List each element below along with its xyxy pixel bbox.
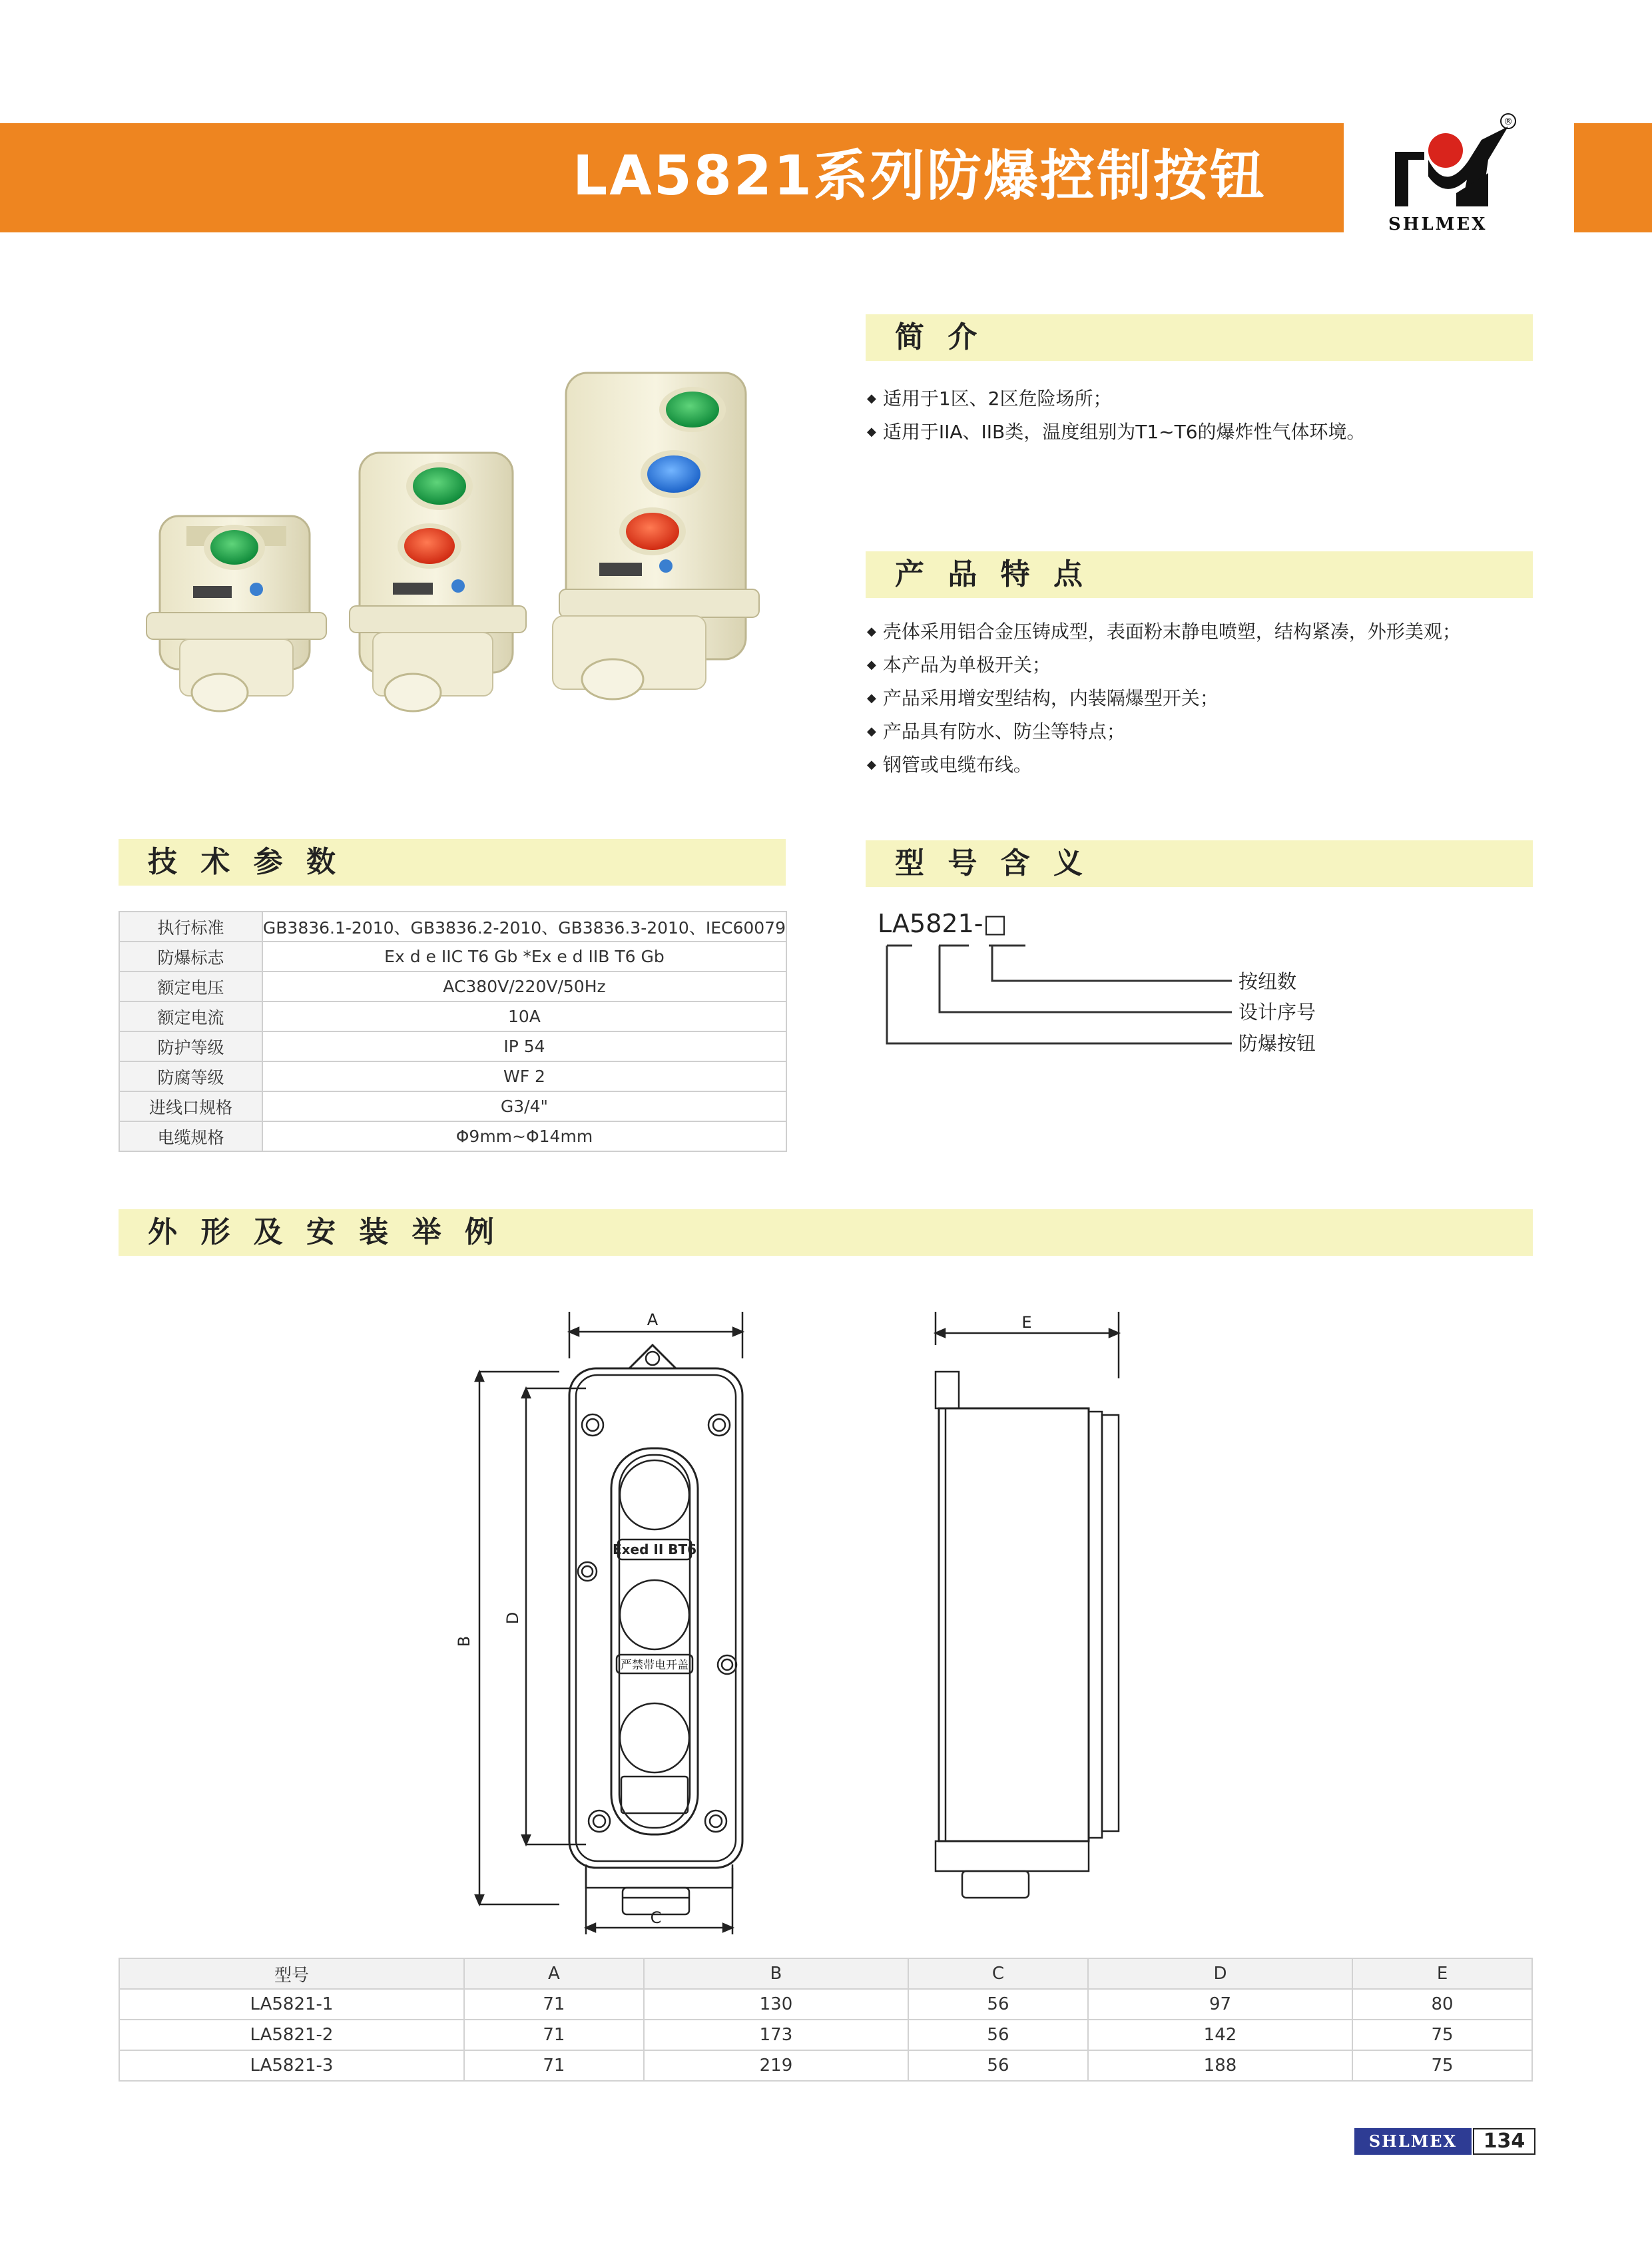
spec-value: Ex d e IIC T6 Gb *Ex e d IIB T6 Gb bbox=[262, 942, 786, 972]
spec-label: 额定电流 bbox=[119, 1001, 262, 1031]
table-cell: 142 bbox=[1088, 2020, 1352, 2050]
model-label-design-number: 设计序号 bbox=[1239, 1001, 1316, 1023]
spec-value: AC380V/220V/50Hz bbox=[262, 972, 786, 1001]
table-cell: 75 bbox=[1352, 2020, 1532, 2050]
features-heading: 产 品 特 点 bbox=[895, 557, 1089, 591]
table-row bbox=[119, 2020, 1532, 2050]
table-header-cell: C bbox=[908, 1958, 1088, 1989]
table-row bbox=[119, 972, 786, 1001]
table-row bbox=[119, 1989, 1532, 2020]
table-row bbox=[119, 942, 786, 972]
list-item: ◆ 壳体采用铝合金压铸成型，表面粉末静电喷塑，结构紧凑，外形美观； bbox=[867, 617, 1461, 650]
table-cell: 56 bbox=[908, 2050, 1088, 2081]
table-header-row bbox=[119, 1958, 1532, 1989]
spec-label: 电缆规格 bbox=[119, 1121, 262, 1151]
warning-text: 严禁带电开盖 bbox=[621, 1659, 688, 1672]
spec-label: 额定电压 bbox=[119, 972, 262, 1001]
table-row bbox=[119, 1031, 786, 1061]
spec-label: 进线口规格 bbox=[119, 1091, 262, 1121]
table-row bbox=[119, 1121, 786, 1151]
product-box-2 bbox=[350, 453, 526, 711]
list-item: ◆ 适用于1区、2区危险场所； bbox=[867, 384, 1366, 417]
table-header-cell: 型号 bbox=[119, 1958, 464, 1989]
table-cell: 173 bbox=[644, 2020, 908, 2050]
spec-value: IP 54 bbox=[262, 1031, 786, 1061]
page-title: LA5821系列防爆控制按钮 bbox=[573, 144, 1266, 208]
list-item: ◆ 适用于IIA、IIB类，温度组别为T1~T6的爆炸性气体环境。 bbox=[867, 417, 1366, 450]
spec-value: 10A bbox=[262, 1001, 786, 1031]
table-row bbox=[119, 1061, 786, 1091]
model-label-explosion-proof-button: 防爆按钮 bbox=[1239, 1032, 1316, 1055]
dim-label-a: A bbox=[647, 1310, 659, 1329]
intro-list bbox=[867, 384, 1366, 450]
product-box-1 bbox=[146, 516, 326, 711]
header-bar-right bbox=[1574, 123, 1652, 232]
intro-heading: 简 介 bbox=[895, 320, 984, 354]
spec-value: GB3836.1-2010、GB3836.2-2010、GB3836.3-2010、IEC60079 bbox=[262, 912, 786, 942]
product-box-3 bbox=[553, 373, 759, 699]
table-cell: 97 bbox=[1088, 1989, 1352, 2020]
dim-label-d: D bbox=[503, 1611, 522, 1625]
table-header-cell: A bbox=[464, 1958, 644, 1989]
dimensions-table bbox=[119, 1958, 1533, 2082]
table-cell: 71 bbox=[464, 1989, 644, 2020]
model-section-header bbox=[866, 840, 1533, 887]
brand-logo-text: SHLMEX bbox=[1388, 214, 1488, 234]
list-item: ◆ 产品具有防水、防尘等特点； bbox=[867, 716, 1461, 750]
drawing-heading: 外 形 及 安 装 举 例 bbox=[148, 1215, 501, 1249]
list-item: ◆ 本产品为单极开关； bbox=[867, 650, 1461, 683]
product-photo bbox=[133, 360, 786, 732]
list-item: ◆ 产品采用增安型结构，内装隔爆型开关； bbox=[867, 683, 1461, 716]
table-cell: 75 bbox=[1352, 2050, 1532, 2081]
intro-section-header bbox=[866, 314, 1533, 361]
spec-value: G3/4" bbox=[262, 1091, 786, 1121]
dim-label-e: E bbox=[1021, 1313, 1032, 1332]
table-header-cell: D bbox=[1088, 1958, 1352, 1989]
features-list bbox=[867, 617, 1461, 783]
plate-text: Exed II BT6 bbox=[612, 1541, 697, 1557]
spec-label: 防护等级 bbox=[119, 1031, 262, 1061]
tech-section-header bbox=[119, 839, 786, 886]
table-cell: 80 bbox=[1352, 1989, 1532, 2020]
table-row bbox=[119, 1001, 786, 1031]
table-row bbox=[119, 2050, 1532, 2081]
page-number: 134 bbox=[1473, 2128, 1535, 2155]
table-cell: 56 bbox=[908, 2020, 1088, 2050]
table-header-cell: E bbox=[1352, 1958, 1532, 1989]
table-cell: 56 bbox=[908, 1989, 1088, 2020]
table-row bbox=[119, 1091, 786, 1121]
registered-mark: ® bbox=[1504, 117, 1513, 127]
spec-label: 执行标准 bbox=[119, 912, 262, 942]
table-header-cell: B bbox=[644, 1958, 908, 1989]
table-cell: 188 bbox=[1088, 2050, 1352, 2081]
table-cell: LA5821-3 bbox=[119, 2050, 464, 2081]
list-item: ◆ 钢管或电缆布线。 bbox=[867, 750, 1461, 783]
spec-value: Φ9mm~Φ14mm bbox=[262, 1121, 786, 1151]
outline-drawing bbox=[453, 1305, 1159, 1944]
table-cell: LA5821-2 bbox=[119, 2020, 464, 2050]
features-section-header bbox=[866, 551, 1533, 598]
model-code: LA5821-□ bbox=[878, 909, 1007, 938]
spec-label: 防腐等级 bbox=[119, 1061, 262, 1091]
table-cell: 71 bbox=[464, 2020, 644, 2050]
drawing-section-header bbox=[119, 1209, 1533, 1256]
table-cell: 219 bbox=[644, 2050, 908, 2081]
dim-label-c: C bbox=[650, 1908, 662, 1927]
table-cell: 71 bbox=[464, 2050, 644, 2081]
model-heading: 型 号 含 义 bbox=[895, 846, 1089, 880]
model-leader-lines bbox=[886, 942, 1245, 1052]
spec-table bbox=[119, 911, 787, 1152]
table-cell: LA5821-1 bbox=[119, 1989, 464, 2020]
spec-value: WF 2 bbox=[262, 1061, 786, 1091]
dim-label-b: B bbox=[455, 1635, 473, 1647]
tech-heading: 技 术 参 数 bbox=[148, 845, 342, 879]
table-row bbox=[119, 912, 786, 942]
spec-label: 防爆标志 bbox=[119, 942, 262, 972]
model-label-button-count: 按纽数 bbox=[1239, 970, 1297, 993]
table-cell: 130 bbox=[644, 1989, 908, 2020]
footer-logo: SHLMEX bbox=[1354, 2128, 1472, 2155]
